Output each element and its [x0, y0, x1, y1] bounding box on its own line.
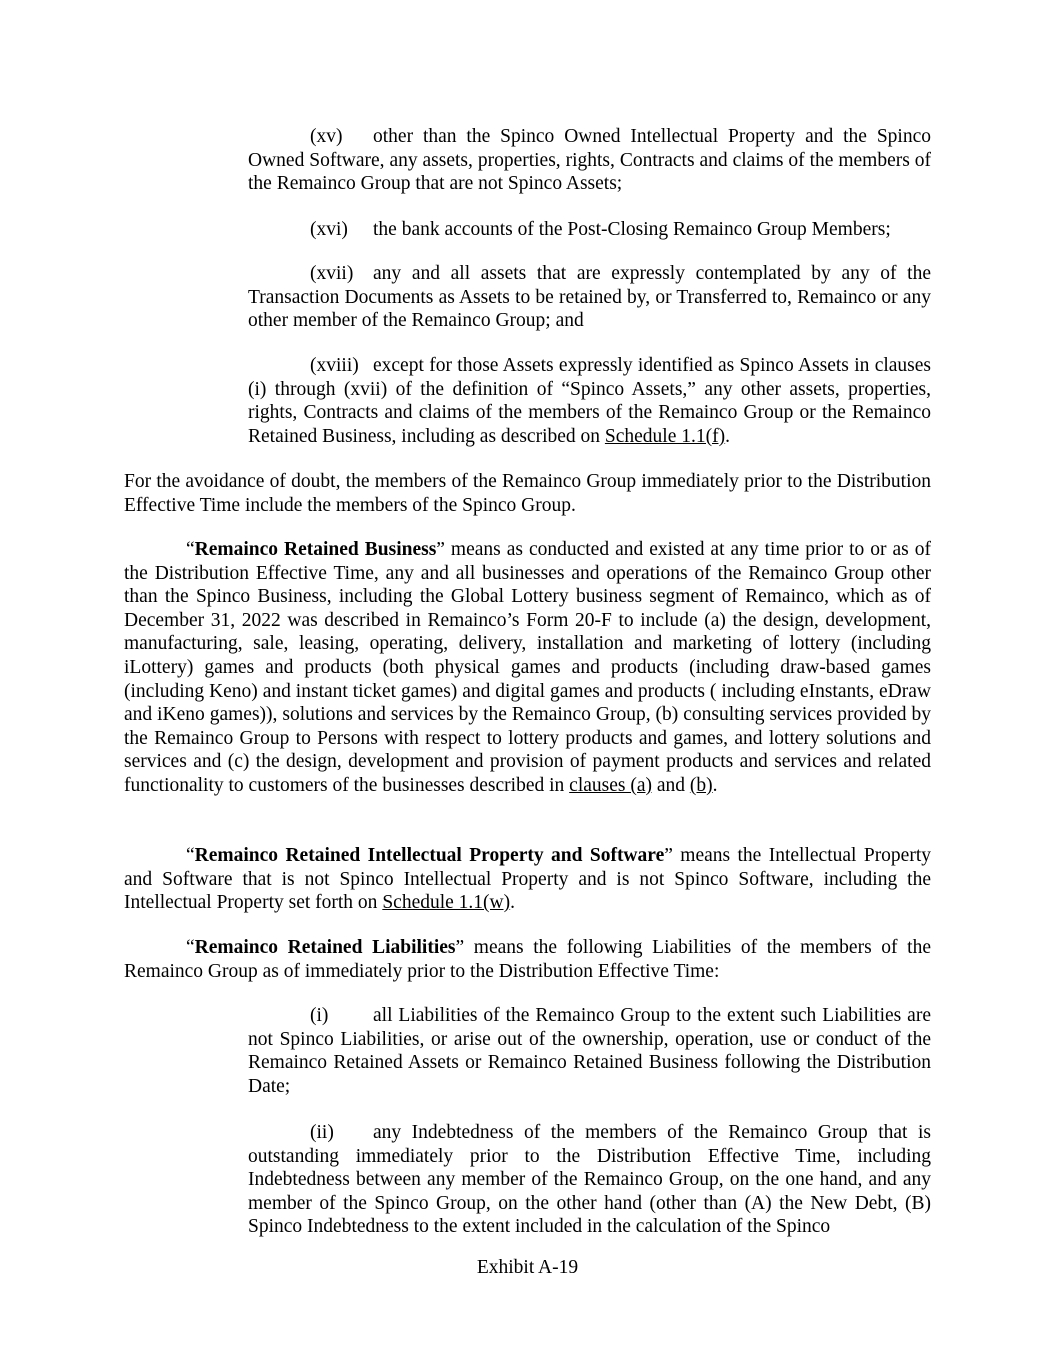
definition-body: means the Intellectual Property and Software that is not Spinco Intellectual Property and is not Spinco Software, including the Intellectual Property set forth on — [124, 845, 931, 914]
clause-number: (xvii) — [310, 263, 354, 284]
clause-text: all Liabilities of the Remainco Group to the extent such Liabilities are not Spinco Liabilities, or arise out of the ownership, operation, use or conduct of the Remainco Retained Assets or Remainco Retained Business following the Distribution Date; — [248, 1005, 931, 1097]
page-footer: Exhibit A-19 — [476, 1257, 579, 1278]
clause-text: any Indebtedness of the members of the Remainco Group that is outstanding immediately prior to the Distribution Effective Time, including Indebtedness between any member of the Remainco Group, on the one hand, and any member of the Spinco Group, on the other hand (other than (A) the New Debt, (B) Spinco Indebtedness to the extent included in the calculation of the Spinco — [248, 1122, 931, 1238]
clause-xv — [248, 125, 931, 196]
clause-xvi — [248, 218, 931, 242]
clause-number: (xvi) — [310, 219, 348, 240]
clause-xvii — [248, 262, 931, 333]
liability-clause-ii — [248, 1121, 931, 1239]
clause-text: except for those Assets expressly identified as Spinco Assets in clauses (i) through (xvii) of the definition of “Spinco Assets,” any other assets, properties, rights, Contracts and claims of the members of the Remainco Group or the Remainco Retained Business, including as described on — [248, 355, 931, 447]
schedule-reference: Schedule 1.1(f) — [604, 425, 726, 447]
clause-number: (xviii) — [310, 355, 359, 376]
defined-term: Remainco Retained Business — [194, 539, 437, 560]
defined-term: Remainco Retained Liabilities — [194, 937, 456, 958]
clause-text: other than the Spinco Owned Intellectual Property and the Spinco Owned Software, any assets, properties, rights, Contracts and claims of the members of the Remainco Group that are not Spinco Assets; — [248, 126, 931, 195]
avoidance-paragraph: For the avoidance of doubt, the members of the Remainco Group immediately prior to the Distribution Effective Time include the members of the Spinco Group. — [124, 471, 931, 516]
clause-text: the bank accounts of the Post-Closing Remainco Group Members; — [373, 219, 891, 240]
clause-number: (ii) — [310, 1122, 334, 1143]
liability-clause-i — [248, 1004, 931, 1098]
schedule-reference: Schedule 1.1(w) — [382, 892, 511, 914]
clause-reference: (b) — [689, 774, 713, 796]
definition-remainco-retained-business: “Remainco Retained Business” means as conducted and existed at any time prior to or as of the Distribution Effective Time, any and all businesses and operations of the Remainco Group other than the Spinco Business, including the Global Lottery business segment of Remainco, which as of December 31, 2022 was described in Remainco’s Form 20-F to include (a) the design, development, manufacturing, sale, leasing, operating, delivery, installation and marketing of lottery (including iLottery) games and products (both physical games and products (including draw-based games (including Keno) and instant ticket games) and digital games and products ( including eInstants, eDraw and iKeno games)), solutions and services by the Remainco Group, (b) consulting services provided by the Remainco Group to Persons with respect to lottery products and games, and lottery solutions and services and (c) the design, development and provision of payment products and services and related functionality to customers of the businesses described in clauses (a) and (b). — [124, 539, 931, 796]
clause-number: (xv) — [310, 126, 343, 147]
clause-text: any and all assets that are expressly contemplated by any of the Transaction Documents as Assets to be retained by, or Transferred to, Remainco or any other member of the Remainco Group; and — [248, 263, 931, 332]
definition-remainco-retained-ip: “Remainco Retained Intellectual Property and Software” means the Intellectual Property and Software that is not Spinco Intellectual Property and is not Spinco Software, including the Intellectual Property set forth on Schedule 1.1(w). — [124, 845, 931, 914]
definition-remainco-retained-liabilities: “Remainco Retained Liabilities” means the following Liabilities of the members of the Remainco Group as of immediately prior to the Distribution Effective Time: — [124, 937, 931, 982]
definition-body: means as conducted and existed at any time prior to or as of the Distribution Effective Time, any and all businesses and operations of the Remainco Group other than the Spinco Business, including the Global Lottery business segment of Remainco, which as of December 31, 2022 was described in Remainco’s Form 20-F to include (a) the design, development, manufacturing, sale, leasing, operating, delivery, installation and marketing of lottery (including iLottery) games and products (both physical games and products (including draw-based games (including Keno) and instant ticket games) and digital games and products ( including eInstants, eDraw and iKeno games)), solutions and services by the Remainco Group, (b) consulting services provided by the Remainco Group to Persons with respect to lottery products and games, and lottery solutions and services and (c) the design, development and provision of payment products and services and related functionality to customers of the businesses described in — [124, 539, 931, 796]
definition-body: means the following Liabilities of the members of the Remainco Group as of immediately prior to the Distribution Effective Time: — [124, 937, 931, 982]
defined-term: Remainco Retained Intellectual Property and Software — [194, 845, 665, 866]
clause-xviii: (xviii) except for those Assets expressly identified as Spinco Assets in clauses (i) through (xvii) of the definition of “Spinco Assets,” any other assets, properties, rights, Contracts and claims of the members of the Remainco Group or the Remainco Retained Business, including as described on Schedule 1.1(f). — [248, 355, 931, 447]
clause-number: (i) — [310, 1005, 329, 1026]
clause-reference: clauses (a) — [569, 774, 652, 796]
